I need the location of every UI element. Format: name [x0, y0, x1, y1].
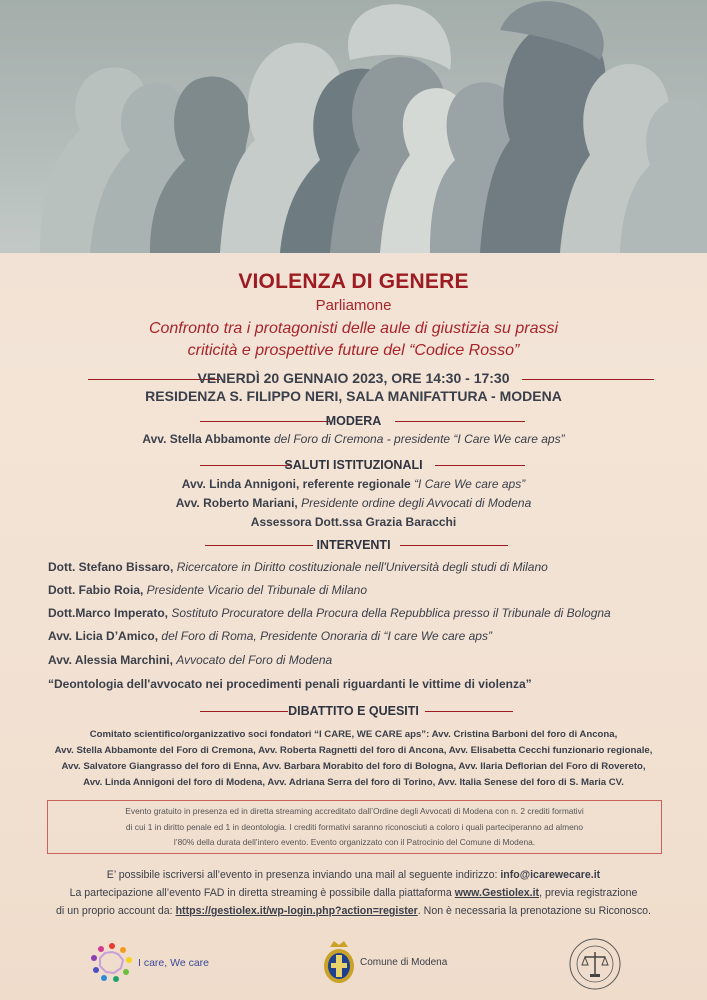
modera-heading: MODERA — [325, 414, 382, 428]
platform-link[interactable]: www.Gestiolex.it — [454, 887, 540, 899]
registration-text: E’ possibile iscriversi all’evento in presenza inviando una mail al seguente indirizzo: — [106, 869, 498, 881]
register-url-link[interactable]: https://gestiolex.it/wp-login.php?action=register — [175, 905, 418, 917]
speaker-name: Avv. Licia D’Amico, — [48, 629, 159, 643]
speaker-row — [48, 560, 548, 574]
hero-illustration — [0, 0, 707, 253]
notice-line: Evento gratuito in presenza ed in diretta streaming accreditato dall’Ordine degli Avvocati di Modena con n. 2 crediti formativi — [125, 806, 584, 816]
notice-line: di cui 1 in diritto penale ed 1 in deontologia. I crediti formativi saranno riconosciuti a coloro i quali parteciperanno ad almeno — [125, 821, 584, 832]
dibattito-heading: DIBATTITO E QUESITI — [288, 704, 419, 718]
speaker-row — [48, 606, 611, 620]
saluti-item — [0, 496, 707, 510]
committee-line: Avv. Salvatore Giangrasso del foro di Enna, Avv. Barbara Morabito del foro di Bologna, Avv. Ilaria Deflorian del Foro di Rovereto, — [61, 761, 646, 772]
registration-line-3 — [0, 902, 707, 920]
committee-line: Avv. Stella Abbamonte del Foro di Cremona, Avv. Roberta Ragnetti del foro di Ancona, Avv. Elisabetta Cecchi funzionario regionale, — [54, 745, 653, 756]
registration-line-1 — [0, 866, 707, 884]
speaker-row — [48, 653, 332, 667]
speaker-row — [48, 583, 367, 597]
registration-line-2 — [0, 884, 707, 902]
registration-text: , previa registrazione — [539, 887, 638, 899]
committee-line: Avv. Linda Annigoni del foro di Modena, Avv. Adriana Serra del foro di Torino, Avv. Italia Senese del foro di S. Maria CV. — [83, 777, 624, 788]
event-venue: RESIDENZA S. FILIPPO NERI, SALA MANIFATTURA - MODENA — [145, 388, 562, 404]
speaker-name: Dott. Fabio Roia, — [48, 583, 144, 597]
registration-text: . Non è necessaria la prenotazione su Riconosco. — [417, 905, 651, 917]
bar-association-seal-icon — [568, 937, 622, 991]
women-silhouettes-illustration — [0, 0, 707, 253]
event-subtitle: Parliamone — [315, 297, 392, 314]
event-title: VIOLENZA DI GENERE — [238, 270, 469, 293]
saluti-name: Avv. Roberto Mariani, — [175, 496, 298, 510]
speaker-row — [48, 629, 492, 643]
saluti-name: Avv. Linda Annigoni, referente regionale — [181, 477, 411, 491]
talk-title: “Deontologia dell'avvocato nei procedimenti penali riguardanti le vittime di violenza” — [48, 677, 532, 691]
speaker-role: del Foro di Roma, Presidente Onoraria di “I care We care aps” — [161, 629, 492, 643]
registration-info — [0, 866, 707, 920]
speaker-name: Dott.Marco Imperato, — [48, 606, 169, 620]
registration-text: La partecipazione all’evento FAD in diretta streaming è possibile dalla piattaforma — [69, 887, 452, 899]
saluti-name: Assessora Dott.ssa Grazia Baracchi — [250, 515, 457, 529]
speaker-role: Avvocato del Foro di Modena — [176, 653, 333, 667]
moderator-role: del Foro di Cremona - presidente “I Care We care aps” — [274, 432, 565, 446]
committee-text — [0, 727, 707, 791]
saluti-role: Presidente ordine degli Avvocati di Modena — [301, 496, 532, 510]
saluti-heading: SALUTI ISTITUZIONALI — [284, 458, 423, 472]
tagline-line-1: Confronto tra i protagonisti delle aule di giustizia su prassi — [148, 320, 559, 337]
moderator-line — [0, 432, 707, 446]
saluti-item — [0, 477, 707, 491]
event-date: VENERDÌ 20 GENNAIO 2023, ORE 14:30 - 17:30 — [197, 370, 510, 386]
accreditation-notice — [47, 800, 662, 854]
speaker-role: Sostituto Procuratore della Procura della Repubblica presso il Tribunale di Bologna — [171, 606, 611, 620]
notice-line: l’80% della durata dell’intero evento. Evento organizzato con il Patrocinio del Comune di Modena. — [173, 837, 536, 847]
saluti-item — [0, 515, 707, 529]
committee-line: Comitato scientifico/organizzativo soci fondatori “I CARE, WE CARE aps”: Avv. Cristina Barboni del foro di Ancona, — [89, 729, 618, 740]
registration-text: di un proprio account da: — [56, 905, 173, 917]
email-link[interactable]: info@icarewecare.it — [500, 869, 601, 881]
saluti-role: “I Care We care aps” — [414, 477, 526, 491]
tagline-line-2: criticità e prospettive future del “Codice Rosso” — [187, 342, 520, 359]
interventi-heading: INTERVENTI — [316, 538, 391, 552]
moderator-name: Avv. Stella Abbamonte — [142, 432, 271, 446]
icare-logo-text: I care, We care — [138, 957, 209, 969]
speaker-name: Avv. Alessia Marchini, — [48, 653, 173, 667]
speaker-role: Presidente Vicario del Tribunale di Milano — [146, 583, 368, 597]
speaker-role: Ricercatore in Diritto costituzionale nell'Università degli studi di Milano — [176, 560, 548, 574]
comune-logo-text: Comune di Modena — [360, 957, 448, 968]
modena-coat-of-arms-icon — [322, 939, 356, 985]
speaker-name: Dott. Stefano Bissaro, — [48, 560, 174, 574]
icare-logo-icon — [88, 940, 136, 984]
